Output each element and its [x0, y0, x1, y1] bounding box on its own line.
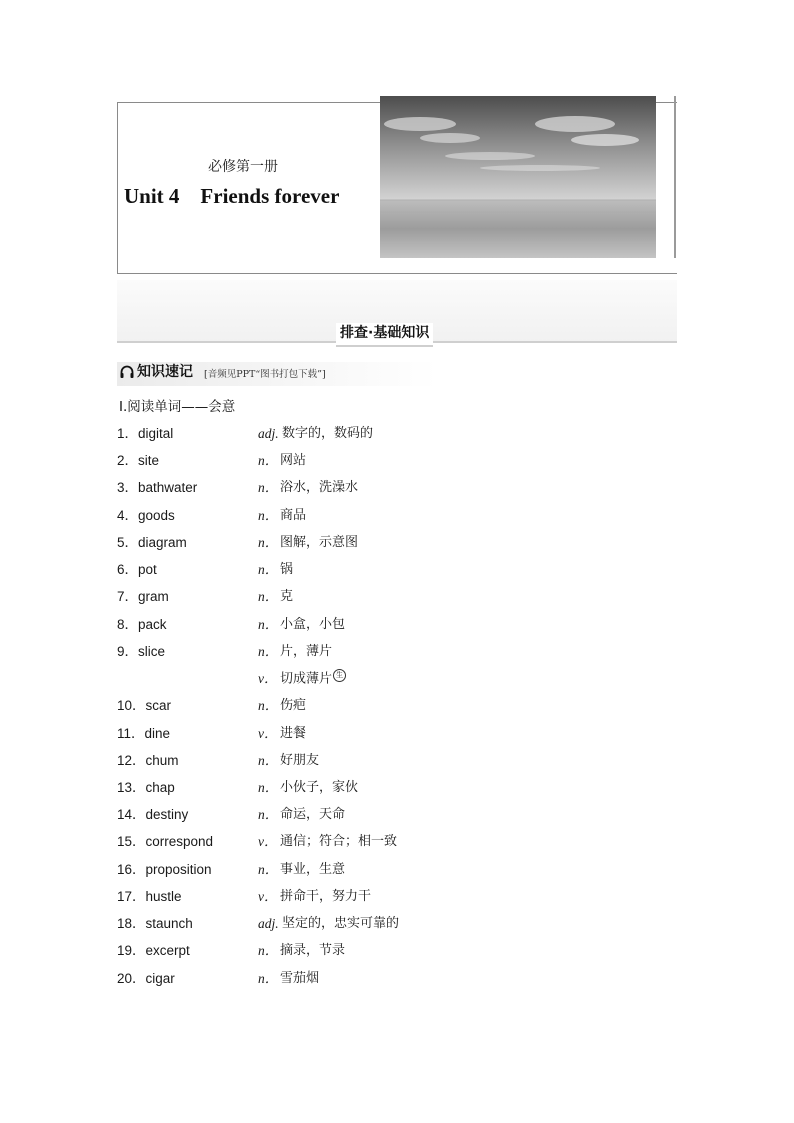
- vocab-row: [117, 832, 717, 852]
- part-of-speech: adj.: [258, 426, 279, 441]
- unit-title: Unit 4 Friends forever: [124, 184, 340, 208]
- part-of-speech: n．: [258, 644, 279, 659]
- vocab-row: [117, 424, 717, 444]
- headphone-icon: [119, 364, 135, 380]
- vocab-row: [117, 560, 717, 580]
- book-label: 必修第一册: [208, 159, 278, 175]
- vocab-word: 20．cigar: [117, 971, 175, 986]
- part-of-speech: n．: [258, 807, 279, 822]
- vocab-word: 6．pot: [117, 562, 157, 577]
- vocab-row: [117, 506, 717, 526]
- vocab-row: [117, 778, 717, 798]
- vocab-word: 1．digital: [117, 426, 174, 441]
- vocab-meaning: 克: [280, 589, 294, 604]
- vocab-meaning: 浴水，洗澡水: [280, 480, 359, 495]
- part-of-speech: n．: [258, 508, 279, 523]
- part-of-speech: adj.: [258, 916, 279, 931]
- vocab-meaning: 进餐: [280, 726, 307, 741]
- vocab-meaning: 伤疤: [280, 698, 307, 713]
- part-of-speech: n．: [258, 753, 279, 768]
- vocab-row: [117, 941, 717, 961]
- vocab-row: [117, 751, 717, 771]
- part-of-speech: n．: [258, 971, 279, 986]
- section-title: 排查·基础知识: [336, 323, 433, 347]
- vocab-word: 15．correspond: [117, 834, 214, 849]
- vocab-meaning: 网站: [280, 453, 307, 468]
- vocab-meaning: [280, 669, 346, 689]
- vocab-row: [117, 478, 717, 498]
- vocab-row: [117, 587, 717, 607]
- vocab-word: 18．staunch: [117, 916, 193, 931]
- vocab-meaning: 雪茄烟: [280, 971, 320, 986]
- vocab-row: [117, 669, 717, 689]
- vocab-word: 9．slice: [117, 644, 166, 659]
- sea-photo: [380, 96, 656, 258]
- vocab-meaning: 小伙子，家伙: [280, 780, 359, 795]
- vocab-row: [117, 860, 717, 880]
- vocab-meaning: 图解，示意图: [280, 535, 359, 550]
- vocab-row: [117, 887, 717, 907]
- vocab-row: [117, 805, 717, 825]
- part-of-speech: n．: [258, 698, 279, 713]
- part-of-speech: v．: [258, 889, 278, 904]
- vocab-row: [117, 724, 717, 744]
- part-of-speech: n．: [258, 589, 279, 604]
- vocab-meaning: 锅: [280, 562, 294, 577]
- part-of-speech: n．: [258, 862, 279, 877]
- part-of-speech: v．: [258, 726, 278, 741]
- vocab-meaning-text: 切成薄片: [280, 671, 333, 687]
- knowledge-title: 知识速记: [137, 364, 193, 380]
- vocab-row: [117, 451, 717, 471]
- part-of-speech: n．: [258, 480, 279, 495]
- vocab-meaning: 通信；符合；相一致: [280, 834, 398, 849]
- part-heading: Ⅰ.阅读单词——会意: [119, 399, 236, 415]
- vocab-meaning: 摘录，节录: [280, 943, 346, 958]
- vocab-meaning: 数字的，数码的: [282, 426, 374, 441]
- vocab-word: 5．diagram: [117, 535, 187, 550]
- part-of-speech: v．: [258, 671, 278, 686]
- vocab-word: 10．scar: [117, 698, 172, 713]
- audio-note: [音频见PPT“图书打包下载”]: [204, 369, 326, 380]
- vocab-word: 8．pack: [117, 617, 167, 632]
- vocab-word: 2．site: [117, 453, 160, 468]
- vocab-row: [117, 533, 717, 553]
- sea-photo-graphic: [380, 96, 656, 258]
- vocab-word: 4．goods: [117, 508, 175, 523]
- vocab-row: [117, 615, 717, 635]
- vocab-meaning: 小盒，小包: [280, 617, 346, 632]
- part-of-speech: v．: [258, 834, 278, 849]
- vocab-word: 12．chum: [117, 753, 179, 768]
- vocab-meaning: 商品: [280, 508, 307, 523]
- vocab-meaning: 片，薄片: [280, 644, 333, 659]
- vocab-meaning: 好朋友: [280, 753, 320, 768]
- vocab-word: 19．excerpt: [117, 943, 190, 958]
- part-of-speech: n．: [258, 535, 279, 550]
- part-of-speech: n．: [258, 780, 279, 795]
- photo-edge: [674, 96, 676, 258]
- vocab-meaning: 拼命干，努力干: [280, 889, 372, 904]
- vocab-word: 16．proposition: [117, 862, 212, 877]
- part-of-speech: n．: [258, 453, 279, 468]
- part-of-speech: n．: [258, 562, 279, 577]
- part-of-speech: n．: [258, 617, 279, 632]
- vocab-meaning: 坚定的，忠实可靠的: [282, 916, 400, 931]
- part-of-speech: n．: [258, 943, 279, 958]
- vocab-word: 11．dine: [117, 726, 171, 741]
- vocab-word: 7．gram: [117, 589, 169, 604]
- vocab-row: [117, 969, 717, 989]
- vocab-word: 17．hustle: [117, 889, 182, 904]
- vocab-word: 14．destiny: [117, 807, 189, 822]
- seal-mark: 生: [333, 669, 346, 682]
- vocab-word: 13．chap: [117, 780, 175, 795]
- vocab-row: [117, 696, 717, 716]
- vocab-row: [117, 642, 717, 662]
- vocab-word: 3．bathwater: [117, 480, 198, 495]
- vocab-meaning: 命运，天命: [280, 807, 346, 822]
- vocab-row: [117, 914, 717, 934]
- vocab-meaning: 事业，生意: [280, 862, 346, 877]
